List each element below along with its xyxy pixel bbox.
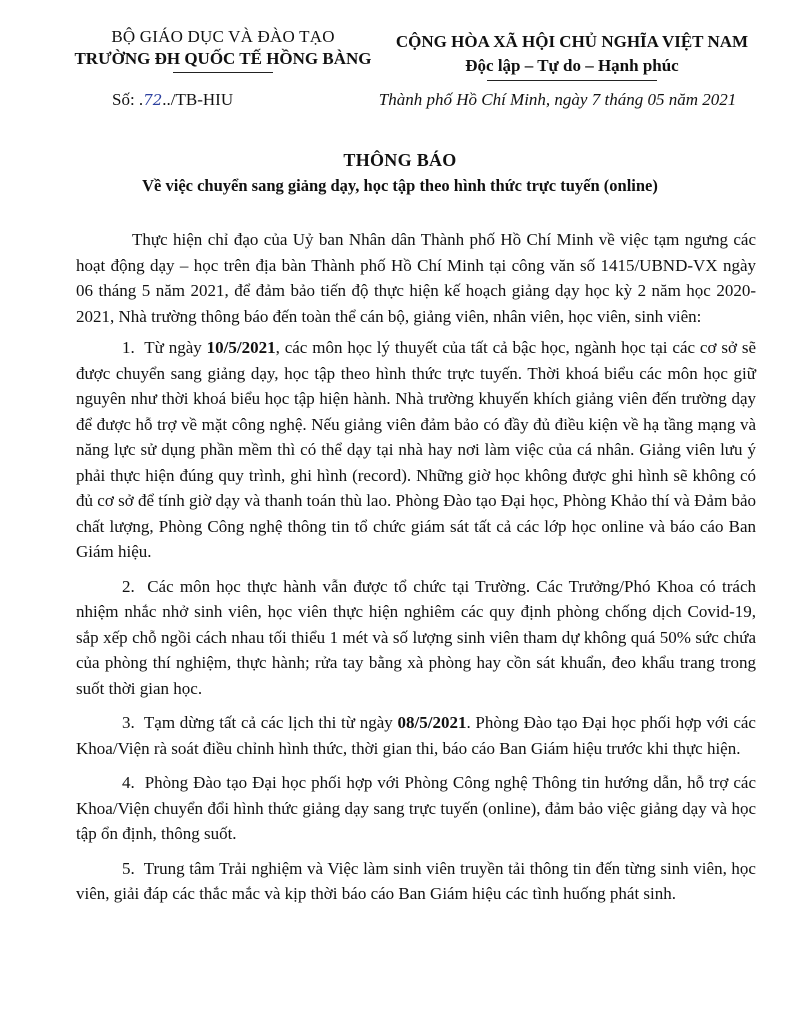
- list-item-4: 4. Phòng Đào tạo Đại học phối hợp với Phòng Công nghệ Thông tin hướng dẫn, hỗ trợ các Khoa/Viện chuyển đổi hình thức giảng dạy sang trực tuyến (online), đảm bảo việc giảng dạy và học tập ổn định, thông suốt.: [76, 773, 757, 843]
- national-motto: Độc lập – Tự do – Hạnh phúc: [465, 56, 679, 75]
- motto-underline: [487, 80, 657, 81]
- intro-paragraph: Thực hiện chỉ đạo của Uỷ ban Nhân dân Thành phố Hồ Chí Minh về việc tạm ngưng các hoạt động dạy – học trên địa bàn Thành phố Hồ Chí Minh tại công văn số 1415/UBND-VX ngày 06 tháng 5 năm 2021, để đảm bảo tiến độ thực hiện kế hoạch giảng dạy học kỳ 2 năm học 2020-2021, Nhà trường thông báo đến toàn thể cán bộ, giảng viên, nhân viên, học viên, sinh viên:: [76, 230, 756, 326]
- item-number: 2.: [122, 576, 135, 596]
- list-item-3: 3. Tạm dừng tất cả các lịch thi từ ngày 08/5/2021. Phòng Đào tạo Đại học phối hợp với các Khoa/Viện rà soát điều chỉnh hình thức, thời gian thi, báo cáo Ban Giám hiệu trước khi thực hiện.: [76, 713, 756, 758]
- document-body: [76, 227, 756, 913]
- place-date: Thành phố Hồ Chí Minh, ngày 7 tháng 05 năm 2021: [378, 90, 737, 109]
- ministry-name: BỘ GIÁO DỤC VÀ ĐÀO TẠO: [111, 27, 335, 46]
- item-number: 3.: [122, 713, 135, 732]
- list-item-1: 1. Từ ngày 10/5/2021, các môn học lý thuyết của tất cả bậc học, ngành học tại các cơ sở sẽ được chuyển sang giảng dạy, học tập theo hình thức trực tuyến. Thời khoá biểu các môn học giữ nguyên như thời khoá biểu học tập hiện hành. Nhà trường khuyến khích giảng viên đến trường dạy để được hỗ trợ về mặt công nghệ. Nếu giảng viên đảm bảo có đầy đủ điều kiện về hạ tầng mạng và năng lực sử dụng phần mềm thì có thể dạy tại nhà hay nơi làm việc của cá nhân. Giảng viên lưu ý phải thực hiện đúng quy trình, ghi hình (record). Những giờ học không được ghi hình sẽ không có đủ cơ sở để tính giờ dạy và thanh toán thù lao. Phòng Đào tạo Đại học, Phòng Khảo thí và Đảm bảo chất lượng, Phòng Công nghệ thông tin tổ chức giám sát tất cả các lớp học online và báo cáo Ban Giám hiệu.: [76, 338, 756, 561]
- document-title: THÔNG BÁO: [343, 150, 457, 170]
- item-number: 5.: [122, 858, 135, 878]
- document-subtitle: Về việc chuyển sang giảng dạy, học tập theo hình thức trực tuyến (online): [142, 176, 658, 195]
- item-number: 4.: [122, 773, 135, 792]
- document-number: Số: .72../TB-HIU: [112, 90, 234, 109]
- list-item-2: 2. Các môn học thực hành vẫn được tổ chức tại Trường. Các Trưởng/Phó Khoa có trách nhiệm nhắc nhở sinh viên, học viên thực hiện nghiêm các quy định phòng chống dịch Covid-19, sắp xếp chỗ ngồi cách nhau tối thiểu 1 mét và số lượng sinh viên tham dự không quá 50% sức chứa của phòng thí nghiệm, thực hành; rửa tay bằng xà phòng hay cồn sát khuẩn, đeo khẩu trang trong suốt thời gian học.: [76, 576, 756, 698]
- national-heading: [392, 30, 752, 81]
- highlight-date: 10/5/2021: [206, 338, 276, 357]
- university-name: TRƯỜNG ĐH QUỐC TẾ HỒNG BÀNG: [74, 49, 372, 68]
- list-item-5: 5. Trung tâm Trải nghiệm và Việc làm sinh viên truyền tải thông tin đến từng sinh viên, học viên, giải đáp các thắc mắc và kịp thời báo cáo Ban Giám hiệu các tình huống phát sinh.: [76, 858, 756, 903]
- issuer-underline: [173, 72, 273, 73]
- highlight-date: 08/5/2021: [397, 713, 467, 732]
- issuer-block: [58, 26, 388, 73]
- nation-name: CỘNG HÒA XÃ HỘI CHỦ NGHĨA VIỆT NAM: [395, 32, 749, 51]
- handwritten-number: 72: [143, 91, 163, 109]
- item-number: 1.: [122, 338, 135, 357]
